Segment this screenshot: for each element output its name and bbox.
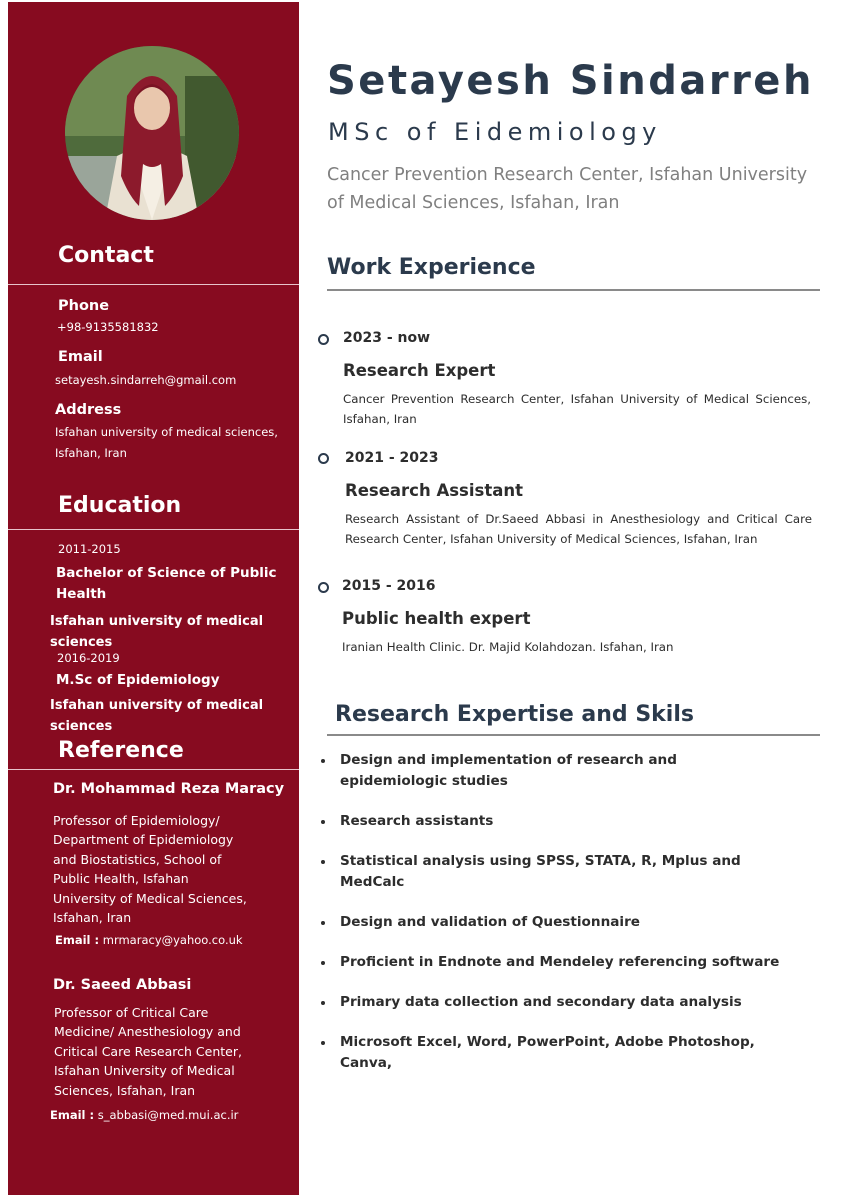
skill-text: Proficient in Endnote and Mendeley referencing software [340,954,780,970]
address-line: Isfahan, Iran [55,446,127,460]
reference-email-label: Email : [55,933,100,947]
reference-email [55,933,243,947]
work-title: Research Expert [343,361,496,380]
work-description: Research Assistant of Dr.Saeed Abbasi in Anesthesiology and Critical Care Research Center, Isfahan University of Medical Sciences, Isfahan, Iran [345,512,812,546]
bullet-icon [321,860,325,864]
timeline-circle-icon [318,453,329,464]
education-school: Isfahan university of medical sciences [50,614,264,650]
degree-title: MSc of Eidemiology [328,118,662,146]
contact-divider [8,284,299,285]
reference-divider [8,769,299,770]
reference-name: Dr. Saeed Abbasi [53,977,192,993]
work-date: 2023 - now [343,330,431,346]
reference-line: Sciences, Isfahan, Iran [54,1082,196,1098]
bullet-icon [321,961,325,965]
skill-text: Microsoft Excel, Word, PowerPoint, Adobe Photoshop, Canva, [340,1034,755,1071]
skill-text: Design and implementation of research and epidemiologic studies [340,752,677,789]
email-value[interactable]: setayesh.sindarreh@gmail.com [55,373,237,387]
list-item [318,1032,808,1074]
list-item [318,912,808,933]
work-date: 2015 - 2016 [342,578,436,594]
list-item [318,952,808,973]
bullet-icon [321,820,325,824]
education-degree: Bachelor of Science of Public [56,565,277,581]
address-line: Isfahan university of medical sciences, [55,425,278,439]
skill-text: Research assistants [340,813,494,829]
reference-email [50,1108,238,1122]
education-heading: Education [58,493,182,518]
reference-line: Department of Epidemiology [53,832,234,848]
skill-text: Primary data collection and secondary data analysis [340,994,742,1010]
work-title: Research Assistant [345,481,523,500]
education-degree: M.Sc of Epidemiology [56,672,220,688]
person-name: Setayesh Sindarreh [327,58,814,104]
bullet-icon [321,1001,325,1005]
reference-line: Professor of Epidemiology/ [53,813,220,828]
timeline-circle-icon [318,334,329,345]
list-item [318,851,808,893]
reference-line: Public Health, Isfahan [53,871,189,887]
bullet-icon [321,921,325,925]
phone-value[interactable]: +98-9135581832 [57,320,159,334]
reference-email-value[interactable]: s_abbasi@med.mui.ac.ir [97,1108,239,1122]
education-years: 2011-2015 [58,542,121,556]
work-date: 2021 - 2023 [345,450,439,466]
contact-heading: Contact [58,243,154,268]
reference-line: Critical Care Research Center, [54,1043,242,1059]
reference-line: Isfahan, Iran [53,910,132,926]
reference-line: and Biostatistics, School of [53,851,222,867]
reference-line: Isfahan University of Medical [54,1063,235,1079]
list-item [318,992,808,1013]
profile-photo [65,46,239,220]
reference-name: Dr. Mohammad Reza Maracy [53,781,285,797]
work-description: Iranian Health Clinic. Dr. Majid Kolahdozan. Isfahan, Iran [342,640,674,654]
skill-text: Statistical analysis using SPSS, STATA, R, Mplus and MedCalc [340,853,741,890]
timeline-circle-icon [318,582,329,593]
reference-line: University of Medical Sciences, [53,890,247,906]
skills-list [318,750,808,1074]
reference-details [54,1003,284,1100]
address-label: Address [55,402,122,418]
email-label: Email [58,349,103,365]
work-divider [327,289,820,291]
reference-email-value[interactable]: mrmaracy@yahoo.co.uk [102,933,243,947]
reference-details [53,811,283,927]
education-school: Isfahan university of medical sciences [50,698,264,734]
reference-line: Professor of Critical Care [54,1005,209,1020]
work-title: Public health expert [342,609,531,628]
skills-divider [327,734,820,736]
reference-heading: Reference [58,738,184,763]
bullet-icon [321,759,325,763]
education-degree: Health [56,586,107,602]
phone-label: Phone [58,298,110,314]
reference-line: Medicine/ Anesthesiology and [54,1024,241,1040]
education-years: 2016-2019 [57,651,120,665]
sidebar [8,2,299,1195]
skills-heading: Research Expertise and Skils [335,702,694,727]
reference-email-label: Email : [50,1108,95,1122]
list-item [318,811,808,832]
skill-text: Design and validation of Questionnaire [340,914,641,930]
bullet-icon [321,1041,325,1045]
work-heading: Work Experience [327,255,536,280]
work-description: Cancer Prevention Research Center, Isfahan University of Medical Sciences, Isfahan, Iran [343,392,811,426]
affiliation: Cancer Prevention Research Center, Isfahan University of Medical Sciences, Isfahan, Iran [327,165,808,213]
list-item [318,750,758,792]
education-divider [8,529,299,530]
